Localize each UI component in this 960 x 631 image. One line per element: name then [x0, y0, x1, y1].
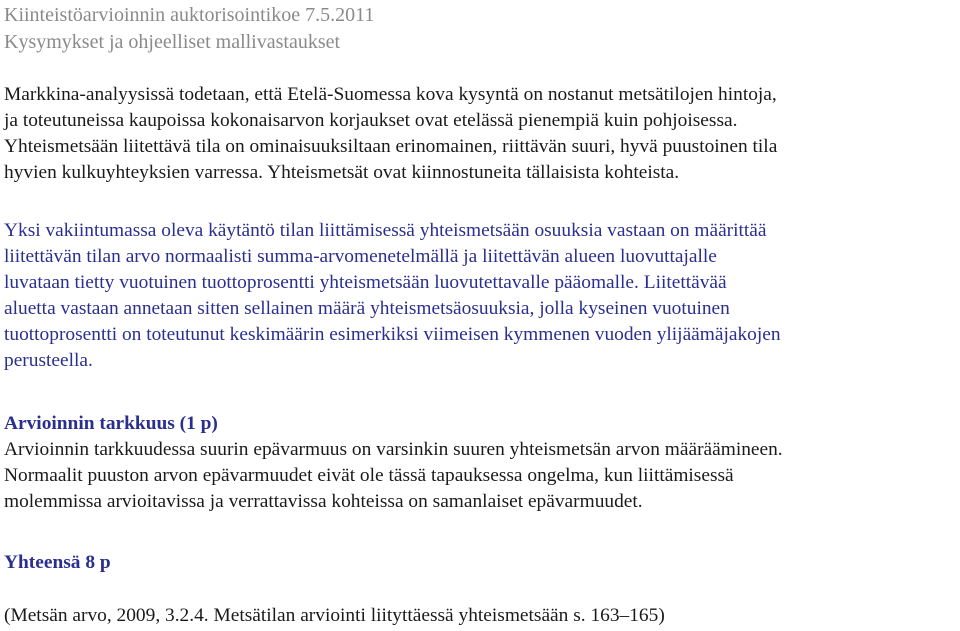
document-header	[4, 2, 956, 56]
source-reference: (Metsän arvo, 2009, 3.2.4. Metsätilan arviointi liityttäessä yhteismetsään s. 163–165)	[4, 605, 665, 626]
paragraph-practice	[4, 218, 781, 374]
paragraph-line: Arvioinnin tarkkuudessa suurin epävarmuus on varsinkin suuren yhteismetsän arvon määräämineen.	[4, 439, 783, 460]
paragraph-line: Normaalit puuston arvon epävarmuudet eivät ole tässä tapauksessa ongelma, kun liittämisessä	[4, 465, 734, 486]
paragraph-line: Markkina-analyysissä todetaan, että Etelä-Suomessa kova kysyntä on nostanut metsätilojen hintoja,	[4, 84, 777, 105]
paragraph-line: hyvien kulkuyhteyksien varressa. Yhteismetsät ovat kiinnostuneita tällaisista kohteista.	[4, 162, 680, 183]
total-heading: Yhteensä 8 p	[4, 552, 111, 573]
paragraph-line: molemmissa arvioitavissa ja verrattavissa kohteissa on samanlaiset epävarmuudet.	[4, 491, 643, 512]
paragraph-line: ja toteutuneissa kaupoissa kokonaisarvon korjaukset ovat etelässä pienempiä kuin pohjoisessa.	[4, 110, 738, 131]
paragraph-line: aluetta vastaan annetaan sitten sellainen määrä yhteismetsäosuuksia, jolla kyseinen vuotuinen	[4, 298, 730, 319]
header-subtitle: Kysymykset ja ohjeelliset mallivastaukset	[4, 31, 341, 53]
paragraph-line: tuottoprosentti on toteutunut keskimäärin esimerkiksi viimeisen kymmenen vuoden ylijäämäjakojen	[4, 324, 781, 345]
paragraph-accuracy	[4, 437, 783, 515]
document-page	[4, 0, 956, 626]
header-title: Kiinteistöarvioinnin auktorisointikoe 7.5.2011	[4, 4, 375, 26]
paragraph-line: luvataan tietty vuotuinen tuottoprosentti yhteismetsään luovutettavalle pääomalle. Liitettävää	[4, 272, 727, 293]
accuracy-heading: Arvioinnin tarkkuus (1 p)	[4, 413, 218, 434]
paragraph-line: Yksi vakiintumassa oleva käytäntö tilan liittämisessä yhteismetsään osuuksia vastaan on määrittää	[4, 220, 767, 241]
paragraph-line: liitettävän tilan arvo normaalisti summa-arvomenetelmällä ja liitettävän alueen luovuttajalle	[4, 246, 717, 267]
paragraph-line: perusteella.	[4, 350, 93, 371]
paragraph-line: Yhteismetsään liitettävä tila on ominaisuuksiltaan erinomainen, riittävän suuri, hyvä puustoinen tila	[4, 136, 778, 157]
paragraph-market-analysis	[4, 82, 777, 186]
